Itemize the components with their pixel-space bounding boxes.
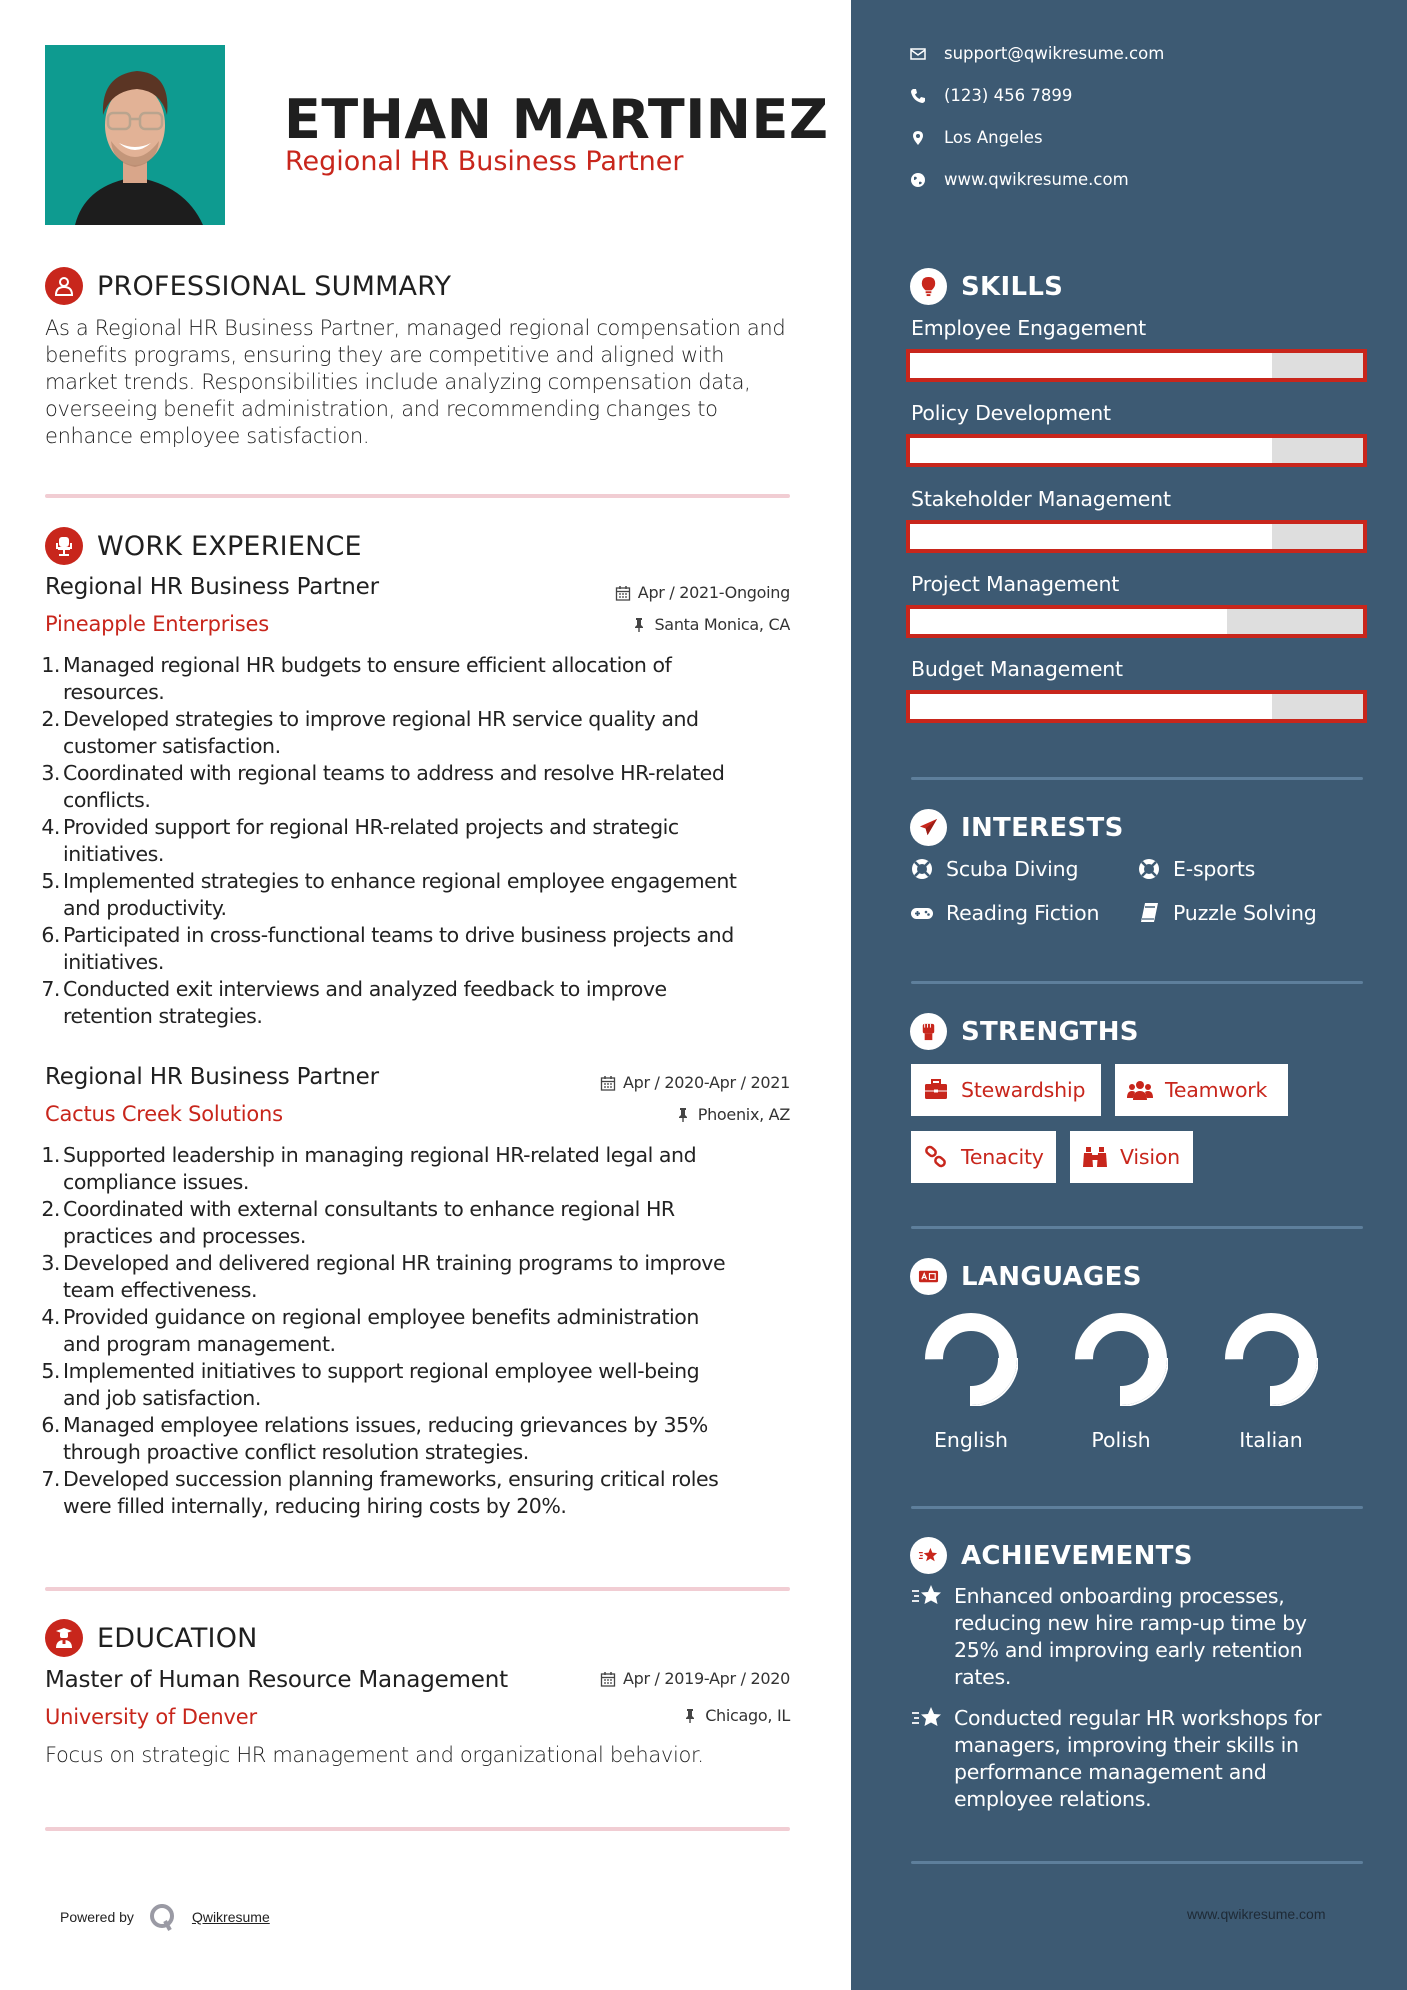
strengths-title: STRENGTHS	[961, 1016, 1139, 1047]
bullet-text	[63, 652, 800, 706]
bullet-item	[40, 814, 800, 868]
bullet-number: 3.	[41, 761, 60, 785]
bullet-line: Supported leadership in managing regional HR-related legal and	[63, 1143, 697, 1167]
bullet-item	[40, 760, 800, 814]
sidebar-divider	[911, 1226, 1363, 1229]
skill-label: Budget Management	[911, 657, 1123, 681]
link-icon	[923, 1145, 949, 1169]
bullet-number: 6.	[41, 1413, 60, 1437]
contact-phone[interactable]	[910, 86, 1072, 105]
education-location-text: Chicago, IL	[705, 1706, 790, 1725]
bullet-line: Developed and delivered regional HR training programs to improve	[63, 1251, 726, 1275]
powered-by	[60, 1902, 270, 1932]
languages-title: LANGUAGES	[961, 1261, 1142, 1292]
bullet-line: and productivity.	[63, 896, 227, 920]
bullet-item	[40, 706, 800, 760]
bullet-number: 4.	[41, 815, 60, 839]
profile-photo-illustration	[45, 45, 225, 225]
bullet-text	[63, 1358, 800, 1412]
bullet-text	[63, 814, 800, 868]
bullet-line: Coordinated with external consultants to enhance regional HR	[63, 1197, 675, 1221]
map-marker-icon	[910, 130, 926, 146]
sidebar-divider	[911, 1506, 1363, 1509]
section-divider	[45, 1827, 790, 1831]
profile-photo	[45, 45, 225, 225]
language-label: English	[933, 1428, 1009, 1452]
bullet-item	[40, 1412, 800, 1466]
book-icon	[1137, 901, 1161, 925]
bullet-number: 1.	[41, 653, 60, 677]
bullet-text	[63, 922, 800, 976]
summary-title: PROFESSIONAL SUMMARY	[97, 270, 452, 302]
bullet-line: Developed succession planning frameworks, ensuring critical roles	[63, 1467, 719, 1491]
education-title: EDUCATION	[97, 1622, 258, 1654]
bullet-number: 7.	[41, 1467, 60, 1491]
strength-chip	[1070, 1131, 1193, 1183]
bullet-line: compliance issues.	[63, 1170, 249, 1194]
bullet-text	[63, 706, 800, 760]
phone-icon	[910, 88, 926, 104]
job-title: Regional HR Business Partner	[45, 1064, 379, 1090]
interest-item	[910, 857, 1078, 881]
envelope-icon	[910, 46, 926, 62]
education-dates	[600, 1669, 790, 1688]
achievement-item	[910, 1705, 1350, 1813]
bullet-line: conflicts.	[63, 788, 151, 812]
bullet-line: retention strategies.	[63, 1004, 263, 1028]
gamepad-icon	[910, 901, 934, 925]
bullet-number: 5.	[41, 1359, 60, 1383]
section-divider	[45, 494, 790, 498]
contact-website-text: www.qwikresume.com	[944, 170, 1129, 189]
bullet-item	[40, 976, 800, 1030]
bullet-line: Developed strategies to improve regional HR service quality and	[63, 707, 699, 731]
pushpin-icon	[675, 1107, 691, 1123]
strength-chip	[911, 1064, 1101, 1116]
job-dates-text: Apr / 2020-Apr / 2021	[622, 1073, 790, 1092]
calendar-icon	[600, 1671, 616, 1687]
interests-title: INTERESTS	[961, 812, 1124, 843]
bullet-number: 6.	[41, 923, 60, 947]
summary-text: As a Regional HR Business Partner, managed regional compensation and benefits programs, ensuring they are competitive and aligned with market trends. Responsibilities include analyzing compensation data, overseeing benefit administration, and recommending changes to enhance employee satisfaction.	[45, 316, 786, 448]
bullet-item	[40, 1142, 800, 1196]
summary-heading	[45, 267, 451, 305]
users-icon	[1127, 1078, 1153, 1102]
bullet-text	[63, 1196, 800, 1250]
sidebar-divider	[911, 981, 1363, 984]
interest-item	[1137, 901, 1317, 925]
achievement-line: reducing new hire ramp-up time by	[954, 1611, 1307, 1635]
life-ring-icon	[1137, 857, 1161, 881]
bullet-item	[40, 922, 800, 976]
bullet-line: customer satisfaction.	[63, 734, 281, 758]
job-location-text: Phoenix, AZ	[697, 1105, 790, 1124]
language-donut-chart	[924, 1312, 1018, 1406]
job-dates-text: Apr / 2021-Ongoing	[637, 583, 790, 602]
interest-label: Scuba Diving	[946, 857, 1079, 881]
job-location-text: Santa Monica, CA	[654, 615, 790, 634]
contact-email-text: support@qwikresume.com	[944, 44, 1165, 63]
achievement-line: 25% and improving early retention	[954, 1638, 1303, 1662]
powered-by-label: Powered by	[60, 1909, 134, 1925]
star-icon	[910, 1537, 947, 1574]
job-location	[675, 1105, 790, 1124]
job-bullets	[40, 652, 800, 1030]
bullet-line: and program management.	[63, 1332, 336, 1356]
bullet-line: were filled internally, reducing hiring costs by 20%.	[63, 1494, 567, 1518]
contact-email[interactable]	[910, 44, 1164, 63]
skill-bar-fill	[910, 353, 1272, 378]
bullet-line: Conducted exit interviews and analyzed feedback to improve	[63, 977, 667, 1001]
job-dates	[615, 583, 790, 602]
bullet-line: through proactive conflict resolution strategies.	[63, 1440, 529, 1464]
achievement-text	[954, 1583, 1307, 1691]
bullet-text	[63, 1142, 800, 1196]
shooting-star-icon	[910, 1705, 944, 1733]
briefcase-icon	[923, 1078, 949, 1102]
skill-label: Stakeholder Management	[911, 487, 1171, 511]
bullet-text	[63, 1412, 800, 1466]
bullet-number: 1.	[41, 1143, 60, 1167]
skill-bar-fill	[910, 694, 1272, 719]
bullet-line: Provided support for regional HR-related projects and strategic	[63, 815, 679, 839]
achievement-text	[954, 1705, 1321, 1813]
calendar-icon	[615, 585, 631, 601]
bullet-number: 2.	[41, 707, 60, 731]
experience-title: WORK EXPERIENCE	[97, 530, 362, 562]
bullet-text	[63, 868, 800, 922]
candidate-role: Regional HR Business Partner	[285, 146, 684, 177]
skill-bar	[906, 605, 1367, 638]
skill-bar	[906, 520, 1367, 553]
qwikresume-logo-icon	[148, 1902, 178, 1932]
bullet-item	[40, 652, 800, 706]
degree-title: Master of Human Resource Management	[45, 1667, 508, 1693]
interest-item	[910, 901, 1099, 925]
skill-bar-fill	[910, 524, 1272, 549]
contact-location	[910, 128, 1043, 147]
pushpin-icon	[631, 617, 647, 633]
binoculars-icon	[1082, 1145, 1108, 1169]
section-divider	[45, 1587, 790, 1591]
bullet-number: 5.	[41, 869, 60, 893]
bullet-line: Managed employee relations issues, reducing grievances by 35%	[63, 1413, 708, 1437]
achievement-line: rates.	[954, 1665, 1012, 1689]
job-location	[631, 615, 790, 634]
bullet-item	[40, 1250, 800, 1304]
strength-chip	[911, 1131, 1056, 1183]
bullet-number: 7.	[41, 977, 60, 1001]
education-heading	[45, 1619, 258, 1657]
fist-icon	[910, 1013, 947, 1050]
strength-label: Tenacity	[961, 1145, 1044, 1169]
bullet-number: 2.	[41, 1197, 60, 1221]
skill-bar-fill	[910, 438, 1272, 463]
bullet-number: 3.	[41, 1251, 60, 1275]
user-icon	[45, 267, 83, 305]
achievements-heading	[910, 1537, 1193, 1574]
education-description: Focus on strategic HR management and organizational behavior.	[45, 1743, 704, 1767]
paper-plane-icon	[910, 809, 947, 846]
bullet-text	[63, 1250, 800, 1304]
language-donut-chart	[1074, 1312, 1168, 1406]
interest-label: Puzzle Solving	[1173, 901, 1317, 925]
education-location	[682, 1706, 790, 1725]
bullet-line: Provided guidance on regional employee benefits administration	[63, 1305, 699, 1329]
language-donut-chart	[1224, 1312, 1318, 1406]
qwikresume-link[interactable]: Qwikresume	[191, 1909, 270, 1925]
bullet-item	[40, 1196, 800, 1250]
sidebar-divider	[911, 1861, 1363, 1864]
bullet-line: resources.	[63, 680, 165, 704]
candidate-name: ETHAN MARTINEZ	[284, 88, 829, 151]
skill-label: Project Management	[911, 572, 1120, 596]
school-name: University of Denver	[45, 1705, 257, 1729]
graduate-icon	[45, 1619, 83, 1657]
lightbulb-icon	[910, 268, 947, 305]
bullet-line: team effectiveness.	[63, 1278, 258, 1302]
bullet-line: initiatives.	[63, 842, 164, 866]
bullet-item	[40, 1358, 800, 1412]
languages-heading	[910, 1258, 1142, 1295]
bullet-text	[63, 1304, 800, 1358]
interests-heading	[910, 809, 1124, 846]
company-name: Pineapple Enterprises	[45, 612, 269, 636]
language-item	[1051, 1312, 1191, 1452]
footer-website[interactable]: www.qwikresume.com	[1187, 1906, 1326, 1922]
bullet-line: Coordinated with regional teams to address and resolve HR-related	[63, 761, 725, 785]
strength-label: Vision	[1120, 1145, 1180, 1169]
office-chair-icon	[45, 527, 83, 565]
language-item	[1201, 1312, 1341, 1452]
skill-bar-fill	[910, 609, 1227, 634]
sidebar-divider	[911, 777, 1363, 780]
translate-icon	[910, 1258, 947, 1295]
interest-item	[1137, 857, 1255, 881]
skills-title: SKILLS	[961, 271, 1064, 302]
achievement-line: employee relations.	[954, 1787, 1152, 1811]
job-title: Regional HR Business Partner	[45, 574, 379, 600]
strength-label: Teamwork	[1165, 1078, 1268, 1102]
bullet-text	[63, 976, 800, 1030]
contact-website[interactable]	[910, 170, 1129, 189]
interest-label: Reading Fiction	[946, 901, 1100, 925]
bullet-item	[40, 1466, 800, 1520]
strength-chip	[1115, 1064, 1288, 1116]
calendar-icon	[600, 1075, 616, 1091]
bullet-item	[40, 868, 800, 922]
achievement-item	[910, 1583, 1350, 1691]
strengths-heading	[910, 1013, 1139, 1050]
contact-location-text: Los Angeles	[944, 128, 1043, 147]
bullet-line: Participated in cross-functional teams to drive business projects and	[63, 923, 734, 947]
bullet-item	[40, 1304, 800, 1358]
achievement-line: performance management and	[954, 1760, 1267, 1784]
job-dates	[600, 1073, 790, 1092]
skills-heading	[910, 268, 1063, 305]
bullet-line: and job satisfaction.	[63, 1386, 261, 1410]
strength-label: Stewardship	[961, 1078, 1086, 1102]
achievement-line: Enhanced onboarding processes,	[954, 1584, 1285, 1608]
bullet-number: 4.	[41, 1305, 60, 1329]
language-label: Polish	[1091, 1428, 1151, 1452]
achievement-line: managers, improving their skills in	[954, 1733, 1299, 1757]
job-bullets	[40, 1142, 800, 1520]
education-dates-text: Apr / 2019-Apr / 2020	[622, 1669, 790, 1688]
skill-bar	[906, 690, 1367, 723]
language-item	[901, 1312, 1041, 1452]
globe-icon	[910, 172, 926, 188]
company-name: Cactus Creek Solutions	[45, 1102, 283, 1126]
skill-label: Policy Development	[911, 401, 1111, 425]
bullet-line: practices and processes.	[63, 1224, 306, 1248]
bullet-line: Managed regional HR budgets to ensure efficient allocation of	[63, 653, 672, 677]
contact-phone-text: (123) 456 7899	[944, 86, 1073, 105]
pushpin-icon	[682, 1708, 698, 1724]
experience-heading	[45, 527, 362, 565]
shooting-star-icon	[910, 1583, 944, 1611]
achievements-title: ACHIEVEMENTS	[961, 1540, 1193, 1571]
life-ring-icon	[910, 857, 934, 881]
interest-label: E-sports	[1173, 857, 1256, 881]
bullet-line: Implemented initiatives to support regional employee well-being	[63, 1359, 700, 1383]
language-label: Italian	[1239, 1428, 1303, 1452]
bullet-line: initiatives.	[63, 950, 164, 974]
achievement-line: Conducted regular HR workshops for	[954, 1706, 1322, 1730]
bullet-text	[63, 760, 800, 814]
skill-label: Employee Engagement	[911, 316, 1147, 340]
skill-bar	[906, 349, 1367, 382]
bullet-text	[63, 1466, 800, 1520]
skill-bar	[906, 434, 1367, 467]
bullet-line: Implemented strategies to enhance regional employee engagement	[63, 869, 737, 893]
